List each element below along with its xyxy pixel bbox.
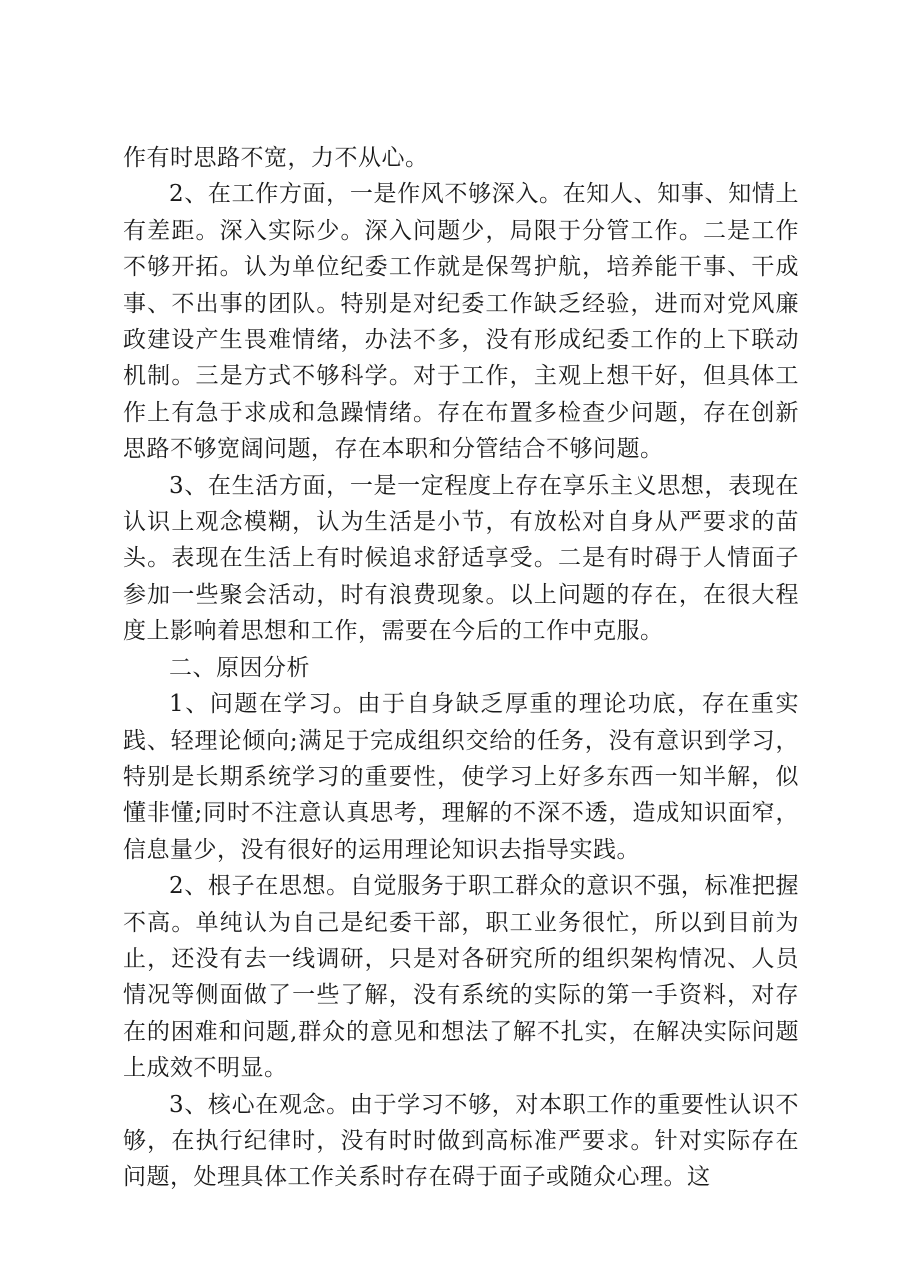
- paragraph-continuation: 作有时思路不宽，力不从心。: [123, 145, 429, 171]
- paragraph-life-aspect: 3、在生活方面，一是一定程度上存在享乐主义思想，表现在认识上观念模糊，认为生活是小节，有放松对自身从严要求的苗头。表现在生活上有时候追求舒适享受。二是有时碍于人情面子参加一些聚会活动，时有浪费现象。以上问题的存在，在很大程度上影响着思想和工作，需要在今后的工作中克服。: [123, 472, 799, 645]
- paragraph-work-aspect: 2、在工作方面，一是作风不够深入。在知人、知事、知情上有差距。深入实际少。深入问题少，局限于分管工作。二是工作不够开拓。认为单位纪委工作就是保驾护航，培养能干事、干成事、不出事的团队。特别是对纪委工作缺乏经验，进而对党风廉政建设产生畏难情绪，办法不多，没有形成纪委工作的上下联动机制。三是方式不够科学。对于工作，主观上想干好，但具体工作上有急于求成和急躁情绪。存在布置多检查少问题，存在创新思路不够宽阔问题，存在本职和分管结合不够问题。: [123, 181, 799, 463]
- paragraph-cause-thought: 2、根子在思想。自觉服务于职工群众的意识不强，标准把握不高。单纯认为自己是纪委干部，职工业务很忙，所以到目前为止，还没有去一线调研，只是对各研究所的组织架构情况、人员情况等侧面做了一些了解，没有系统的实际的第一手资料，对存在的困难和问题,群众的意见和想法了解不扎实，在解决实际问题上成效不明显。: [123, 873, 799, 1082]
- document-body: [123, 140, 799, 1196]
- paragraph-cause-study: 1、问题在学习。由于自身缺乏厚重的理论功底，存在重实践、轻理论倾向;满足于完成组织交给的任务，没有意识到学习，特别是长期系统学习的重要性，使学习上好多东西一知半解，似懂非懂;同时不注意认真思考，理解的不深不透，造成知识面窄，信息量少，没有很好的运用理论知识去指导实践。: [123, 691, 799, 863]
- paragraph-cause-concept: 3、核心在观念。由于学习不够，对本职工作的重要性认识不够，在执行纪律时，没有时时做到高标准严要求。针对实际存在问题，处理具体工作关系时存在碍于面子或随众心理。这: [123, 1091, 799, 1191]
- section-heading-cause-analysis: 二、原因分析: [169, 654, 310, 681]
